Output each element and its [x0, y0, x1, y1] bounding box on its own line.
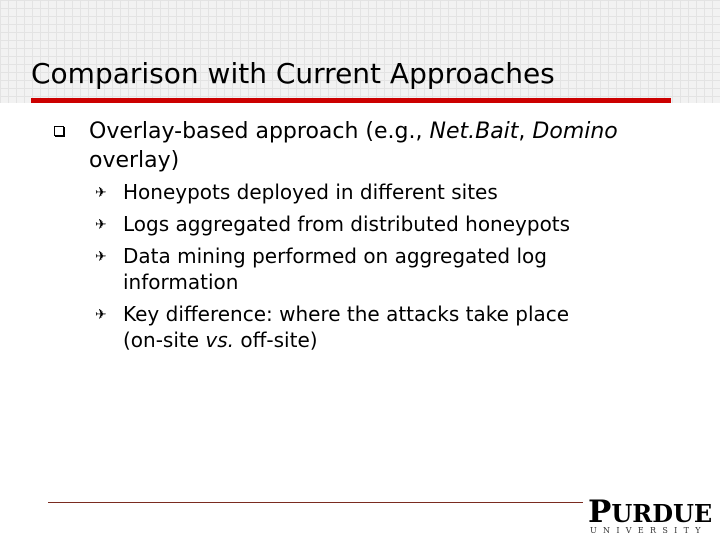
sub-bullet-line: Key difference: where the attacks take place [123, 302, 570, 326]
domino-term: Domino [532, 119, 618, 144]
airplane-bullet-icon: ✈ [95, 217, 107, 233]
footer-rule [48, 502, 583, 503]
airplane-bullet-icon: ✈ [95, 249, 107, 265]
sub-bullet-logs: Logs aggregated from distributed honeypots [123, 212, 571, 236]
sub-bullet-honeypots: Honeypots deployed in different sites [123, 180, 498, 204]
vs-term: vs. [205, 328, 235, 352]
sub-bullet-line: Data mining performed on aggregated log [123, 244, 547, 268]
netbait-term: Net.Bait [429, 119, 519, 144]
title-underline [31, 98, 671, 103]
hollow-square-bullet-icon [54, 126, 64, 136]
logo-small-caps: URDUE [611, 499, 713, 528]
bullet-text-overlay [89, 117, 689, 175]
bullet-text-segment: Overlay-based approach (e.g., [89, 119, 430, 144]
sub-bullet-key-difference [123, 301, 623, 353]
bullet-text-segment: overlay) [89, 148, 180, 173]
sub-bullet-line: off-site) [234, 328, 318, 352]
sub-bullet-line: information [123, 270, 239, 294]
purdue-logo [588, 496, 714, 538]
logo-subtitle: UNIVERSITY [590, 526, 707, 535]
sub-bullet-data-mining [123, 243, 623, 295]
sub-bullet-line: (on-site [123, 328, 206, 352]
slide-title: Comparison with Current Approaches [31, 57, 555, 90]
airplane-bullet-icon: ✈ [95, 185, 107, 201]
airplane-bullet-icon: ✈ [95, 307, 107, 323]
bullet-text-segment: , [518, 119, 533, 144]
logo-cap-letter: P [588, 494, 612, 530]
